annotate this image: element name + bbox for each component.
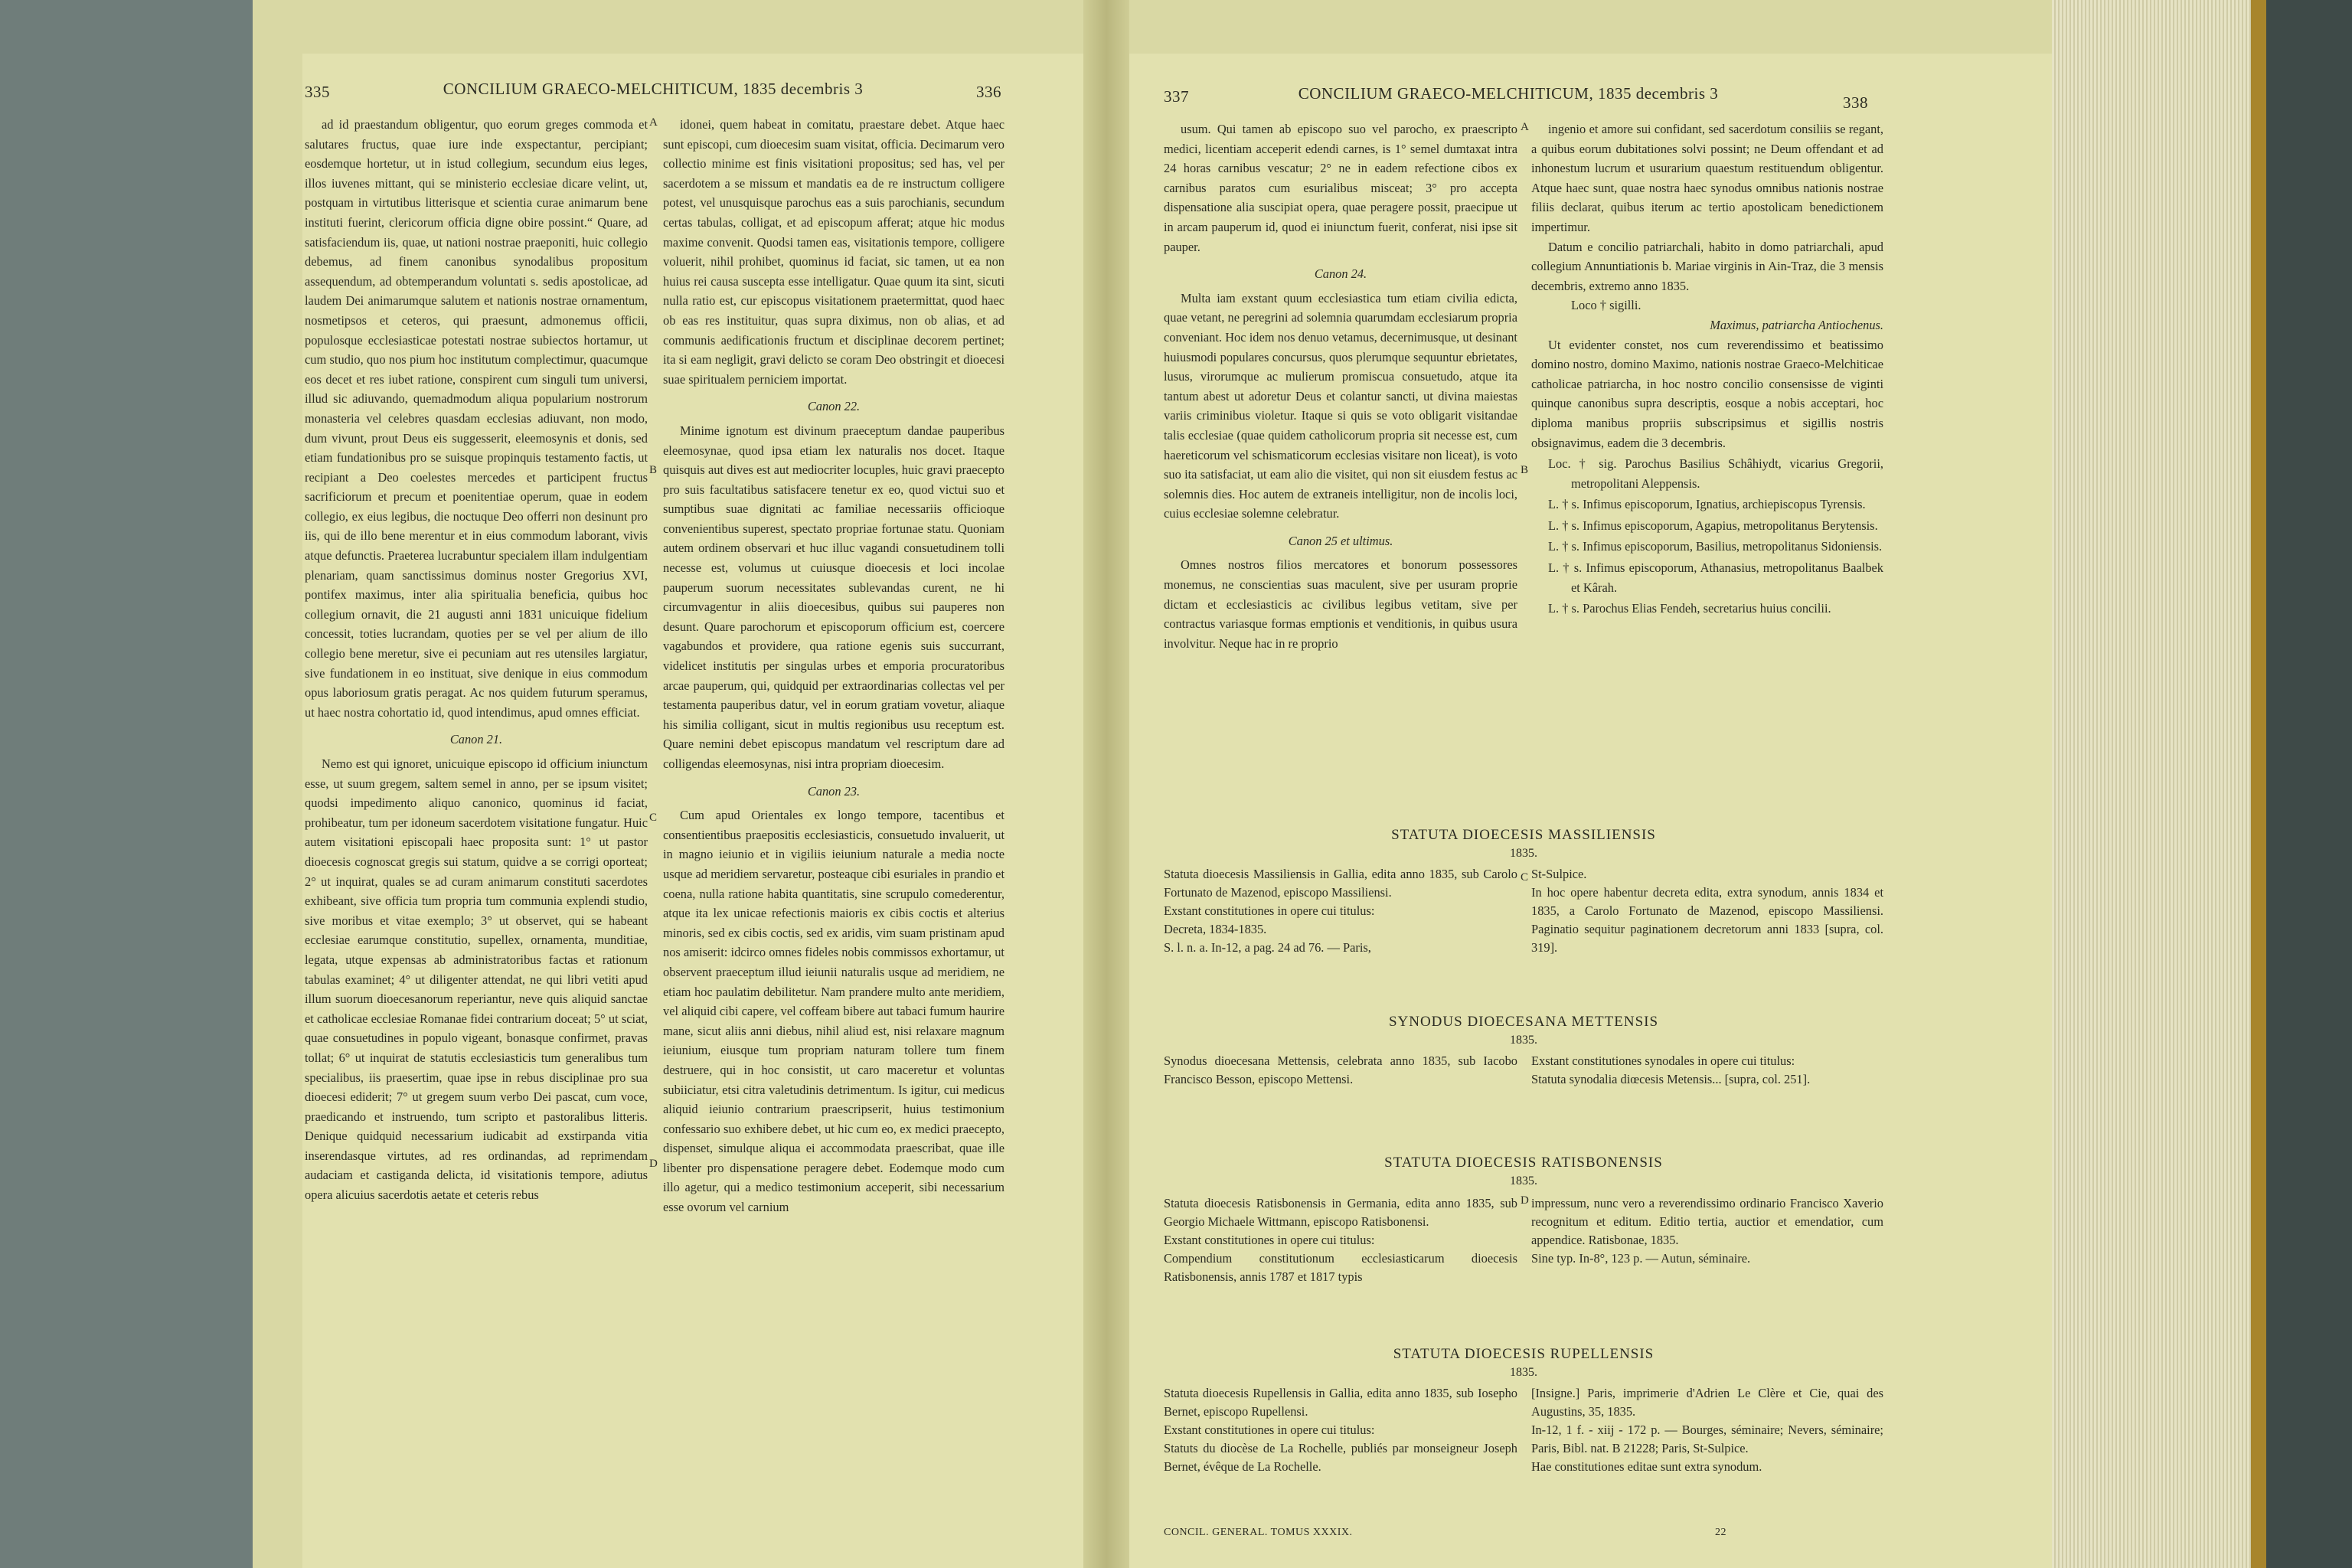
page-number-338: 338 [1843, 93, 1868, 112]
section-title-mettensis: SYNODUS DIOECESANA METTENSIS [1388, 1014, 1659, 1030]
section-ratisbonensis-right: impressum, nunc vero a reverendissimo ordinario Francisco Xaverio recognitum et editum. Editio tertia, auctior et emendatior, cum appendice. Ratisbonae, 1835. Sine typ. In-8°, 123 p. — Autun, séminaire. [1531, 1196, 1883, 1266]
canon-heading: Canon 25 et ultimus. [1288, 533, 1393, 548]
page-footer-signature: CONCIL. GENERAL. TOMUS XXXIX. [1164, 1527, 1353, 1538]
section-massiliensis-left: Statuta dioecesis Massiliensis in Gallia, edita anno 1835, sub Carolo Fortunato de Mazenod, episcopo Massiliensi. Exstant constitutiones in opere cui titulus: Decreta, 1834-1835. S. l. n. a. In-12, a pag. 24 ad 76. — Paris, [1164, 867, 1517, 955]
paragraph: Omnes nostros filios mercatores et bonorum possessores monemus, ne conscientias suas maculent, sive per usuram proprie dictam et ecclesiasticis ac civilibus legibus vetitam, sive per contractus variasque formas emptionis et venditionis, in quibus usura involvitur. Neque hac in re proprio [1164, 557, 1517, 651]
page-number-337: 337 [1164, 87, 1189, 106]
page-edges [2052, 0, 2259, 1568]
signature-line: L. † s. Parochus Elias Fendeh, secretarius huius concilii. [1548, 601, 1831, 616]
running-title: CONCILIUM GRAECO-MELCHITICUM, 1835 decembris 3 [443, 80, 864, 98]
section-massiliensis-right: St-Sulpice. In hoc opere habentur decreta edita, extra synodum, annis 1834 et 1835, a Carolo Fortunato de Mazenod, episcopo Massiliensi. Paginatio sequitur paginationem decretorum anni 1833 [supra, col. 319]. [1531, 867, 1883, 955]
left-column-1 [305, 115, 648, 1205]
paragraph: idonei, quem habeat in comitatu, praestare debet. Atque haec sunt episcopi, cum dioecesim suam visitat, officia. Decimarum vero collectio minime est finis visitationi propositus; sed has, vel per sacerdotem a se missum et mandatis ea de re instructum colligere potest, vel unusquisque parochus eas a suis parochianis, secundum certas tabulas, colligat, et ad episcopum afferat; atque hic modus maxime convenit. Quodsi tamen eas, visitationis tempore, colligere voluerit, nihil prohibet, quominus id faciat, sic tamen, ut ea non huius rei causa suscepta esse intelligatur. Quae quum ita sint, sicuti nulla ratio est, cur episcopus visitationem praetermittat, quod haec ob eas res instituitur, quas supra diximus, non ob alias, et ad communis aedificationis fructum et disciplinae decorem pertinet; ita si eam negligit, gravi delicto se coram Deo obstringit et dioecesi suae spiritualem perniciem importat. [663, 117, 1004, 387]
margin-marker-d: D [649, 1158, 658, 1170]
section-year-rupellensis: 1835. [1510, 1366, 1537, 1379]
section-year-ratisbonensis: 1835. [1510, 1174, 1537, 1187]
canon-heading: Canon 24. [1314, 266, 1367, 282]
signature-line: L. † s. Infimus episcoporum, Athanasius, metropolitanus Baalbek et Kârah. [1548, 560, 1883, 595]
margin-marker-c: C [649, 812, 658, 824]
signature-line: Loc. † sig. Parochus Basilius Schâhiydt, vicarius Gregorii, metropolitani Aleppensis. [1548, 456, 1883, 491]
background-left [0, 0, 260, 1568]
paragraph: Cum apud Orientales ex longo tempore, tacentibus et consentientibus praepositis ecclesiasticis, consuetudo invaluerit, ut in magno ieiunio et in vigiliis ieiunium naturale a media nocte usque ad meridiem servaretur, posteaque cibi esuriales in prandio et coena, nulla ratione habita quantitatis, sine scrupulo comederentur, atque ita lex unicae refectionis maioris ex cibis coctis et alterius minoris, sed ex cibis coctis, sed ex aridis, vim suam pristinam apud nos amiserit: idcirco omnes fideles nobis commissos exhortamur, ut observent praeceptum illud ieiunii naturalis usque ad meridiem, ne etiam hoc paulatim debilitetur. Nam prandere multo ante meridiem, vel aliquid cibi capere, vel coffeam bibere aut tabaci fumum haurire mane, sicut aliis anni diebus, nihil aliud est, nisi relaxare magnum ieiunium, eiusque tum propriam naturam tollere tum finem destruere, qui in hoc consistit, ut caro maceretur et voluntas subiiciatur, etsi citra valetudinis detrimentum. Is igitur, cui medicus aliquid ieiunio contrarium praescripserit, huius testimonium confessario suo exhibere debet, ut hic cum eo, ex medici praecepto, dispenset, simulque aliqua ei accommodata praescribat, quae ille libenter pro dispensatione peragere debet. Eodemque modo cum illo agetur, qui a medico testimonium acceperit, sibi necessarium esse ovorum vel carnium [663, 808, 1004, 1215]
background-right [2266, 0, 2352, 1568]
book-gutter [1083, 0, 1129, 1568]
page-number-335: 335 [305, 83, 330, 101]
paragraph: Nemo est qui ignoret, unicuique episcopo id officium iniunctum esse, ut suum gregem, saltem semel in anno, per se ipsum visitet; quodsi impedimento aliquo canonico, quominus id faciat, prohibeatur, tum per idoneum sacerdotem visitatione fungatur. Huic autem visitationi episcopali haec proposita sunt: 1° ut pastor dioecesis cognoscat gregis sui statum, quidve a se corrigi oporteat; 2° ut inquirat, quales se ad curam animarum constituti sacerdotes exhibeant, sive officia tum propria tum communia explendi studio, sive moribus et vitae exemplo; 3° ut observet, qui se habeant ecclesiae earumque constitutio, supellex, ornamenta, munditiae, legata, utque expensas ab administratoribus factas et rationum tabulas examinet; 4° ut diligenter attendat, ne qui libri vetiti apud illum suorum dioecesanorum reperiantur, neve quis aliquid sanctae et catholicae ecclesiae Romanae fidei contrarium doceat; 5° ut sciat, quae consuetudines in populo vigeant, bonasque confirmet, pravas tollat; 6° ut inquirat de statutis ecclesiasticis tum generalibus tum specialibus, iis praesertim, quae ipse in rebus disciplinae pro sua dioecesi ediderit; 7° ut gregem suum verbo Dei pascat, cum voce, praedicando et instruendo, tum scripto et pastoralibus litteris. Denique quidquid necessarium iudicabit ad exstirpanda vitia inserendasque virtutes, ad res ordinandas, ad reprimendam audaciam et castiganda delicta, id visitationis tempore, adiutus opera alicuius sacerdotis aetate et ceteris rebus [305, 756, 648, 1203]
section-mettensis-left: Synodus dioecesana Mettensis, celebrata anno 1835, sub Iacobo Francisco Besson, episcopo Mettensi. [1164, 1054, 1517, 1086]
right-running-head [1164, 81, 1868, 112]
right-margin-marker-c: C [1521, 871, 1529, 884]
section-year-mettensis: 1835. [1510, 1034, 1537, 1047]
paragraph: Minime ignotum est divinum praeceptum dandae pauperibus eleemosynae, quod ipsa etiam lex naturalis nos docet. Itaque quisquis aut dives est aut mediocriter locuples, huic gravi praecepto pro suis facultatibus satisfacere tenetur ex eo, quod victui suo et sumptibus suae dignitati ac familiae necessariis officioque convenientibus superest, spectato propriae fortunae statu. Quoniam autem ordinem observari et huc illuc vagandi consuetudinem tolli necesse est, volumus ut cuiusque dioecesis et loci incolae pauperum suorum necessitates sublevandas curent, ne hi circumvagentur in aliis dioecesibus, quibus sui pauperes non desunt. Quare parochorum et episcoporum officium est, coercere vagabundos et providere, qua ratione egenis suis succurrant, videlicet institutis per singulas urbes et emporia procuratoribus arcae pauperum, qui, quidquid per extraordinarias collectas vel per testamenta pauperibus datur, vel in eorum gratiam vovetur, aliaque his similia colligant, sicut in multis regionibus usu receptum est. Quare nemini debet episcopus mandatum vel rescriptum dare ad colligendas eleemosynas, nisi intra propriam dioecesim. [663, 423, 1004, 771]
paragraph: Loco † sigilli. [1571, 298, 1642, 313]
signature-line: L. † s. Infimus episcoporum, Ignatius, archiepiscopus Tyrensis. [1548, 497, 1866, 512]
book-cover-edge [2251, 0, 2266, 1568]
canon-heading: Canon 22. [807, 399, 861, 414]
right-margin-marker-a: A [1521, 121, 1529, 133]
left-column-2 [663, 115, 1004, 1217]
section-title-ratisbonensis: STATUTA DIOECESIS RATISBONENSIS [1384, 1155, 1663, 1171]
paragraph: Multa iam exstant quum ecclesiastica tum etiam civilia edicta, quae vetant, ne peregrini ad solemnia quarumdam ecclesiarum propria conveniant. Hoc idem nos denuo vetamus, decernimusque, ut desinant huiusmodi populares concursus, quos plerumque sequuntur ebrietates, lusus, virorumque ac mulierum promiscua consuetudo, atque ita tantum abest ut adoretur Deus et colantur sancti, ut divina maiestas variis criminibus violetur. Itaque si quis se voto obligarit visitandae talis ecclesiae (quae quidem catholicorum propria sit necesse est, cum haereticorum vel schismaticorum ecclesias visitare non liceat), is voto suo ita satisfaciat, ut eam alio die visitet, qui non sit eiusdem festus ac solemnis dies. Hoc autem de extraneis intelligitur, non de incolis loci, cuius ecclesiae solemne celebratur. [1164, 290, 1517, 521]
section-title-massiliensis: STATUTA DIOECESIS MASSILIENSIS [1391, 827, 1656, 843]
signature-line: L. † s. Infimus episcoporum, Basilius, metropolitanus Sidoniensis. [1548, 539, 1883, 554]
paragraph: ingenio et amore sui confidant, sed sacerdotum consiliis se regant, a quibus eorum dubitationes solvi possint; ne Deum offendant et ad inhonestum lucrum et usurarium quaestum restituendum obligentur. Atque haec sunt, quae nostra haec synodus omnibus nationis nostrae filiis declarat, quibus iterum ac tertio apostolicam benedictionem impertimur. [1531, 122, 1883, 234]
right-margin-marker-b: B [1521, 464, 1529, 476]
paragraph: usum. Qui tamen ab episcopo suo vel parocho, ex praescripto medici, licentiam acceperit edendi carnes, is 1° semel dumtaxat intra 24 horas carnibus vescatur; 2° ne in eadem refectione cibos ex carnibus paratos cum esurialibus misceat; 3° pro accepta dispensatione alia suscipiat opera, quae peragere possit, praecipue ut in arcam pauperum id, quod ei iniunctum fuerit, conferat, nisi ipse sit pauper. [1164, 122, 1517, 254]
right-margin-marker-d: D [1521, 1194, 1529, 1207]
section-mettensis-right: Exstant constitutiones synodales in opere cui titulus: Statuta synodalia diœcesis Metensis... [supra, col. 251]. [1531, 1054, 1811, 1086]
section-title-rupellensis: STATUTA DIOECESIS RUPELLENSIS [1393, 1346, 1655, 1362]
right-column-2 [1531, 119, 1883, 620]
section-rupellensis-right: [Insigne.] Paris, imprimerie d'Adrien Le Clère et Cie, quai des Augustins, 35, 1835. In-12, 1 f. - xiij - 172 p. — Bourges, séminaire; Nevers, séminaire; Paris, Bibl. nat. B 21228; Paris, St-Sulpice. Hae constitutiones editae sunt extra synodum. [1531, 1386, 1883, 1474]
left-running-head [305, 77, 1001, 107]
paragraph: Maximus, patriarcha Antiochenus. [1710, 317, 1883, 332]
paragraph: Datum e concilio patriarchali, habito in domo patriarchali, apud collegium Annuntiationis b. Mariae virginis in Ain-Traz, die 3 mensis decembris, extremo anno 1835. [1531, 239, 1883, 293]
page-number-336: 336 [976, 83, 1001, 101]
margin-marker-b: B [649, 464, 658, 476]
canon-heading: Canon 23. [807, 783, 861, 799]
page-footer-gathering: 22 [1715, 1527, 1726, 1538]
section-year-massiliensis: 1835. [1510, 847, 1537, 860]
margin-marker-a: A [649, 116, 658, 129]
section-rupellensis-left: Statuta dioecesis Rupellensis in Gallia, edita anno 1835, sub Iosepho Bernet, episcopo Rupellensi. Exstant constitutiones in opere cui titulus: Statuts du diocèse de La Rochelle, publiés par monseigneur Joseph Bernet, évêque de La Rochelle. [1164, 1386, 1517, 1474]
running-title-right: CONCILIUM GRAECO-MELCHITICUM, 1835 decembris 3 [1298, 84, 1719, 103]
canon-heading: Canon 21. [449, 732, 503, 747]
signature-line: L. † s. Infimus episcoporum, Agapius, metropolitanus Berytensis. [1548, 518, 1878, 533]
right-column-1 [1164, 119, 1517, 653]
section-ratisbonensis-left: Statuta dioecesis Ratisbonensis in Germania, edita anno 1835, sub Georgio Michaele Wittmann, episcopo Ratisbonensi. Exstant constitutiones in opere cui titulus: Compendium constitutionum ecclesiasticarum dioecesis Ratisbonensis, annis 1787 et 1817 typis [1164, 1196, 1517, 1284]
paragraph: ad id praestandum obligentur, quo eorum greges commoda et salutares fructus, quae iure inde exspectantur, percipiant; eosdemque hortetur, ut in istud collegium, secundum eius leges, illos iuvenes mittant, qui se ministerio ecclesiae dicare velint, ut, postquam in virtutibus litterisque et scientia curae animarum bene instituti fuerint, clericorum officia digne obire possint.“ Quare, ad satisfaciendum iis, quae, ut nationi nostrae praeponiti, huic collegio debemus, ad finem canonibus synodalibus propositum assequendum, ad obtemperandum voluntati s. sedis apostolicae, ad laudem Dei animarumque salutem et nationis nostrae ornamentum, nosmetipsos et ceteros, qui praesunt, admonemus officii, populosque ecclesiasticae potestati nostrae subiectos hortamur, ut cum studio, quo nos pium hoc institutum complectimur, quacumque eos decet et res iubet ratione, conspirent cum singuli tum universi, illud sic adiuvando, quemadmodum aliqua popularium nostrorum monasteria vel celebres quasdam ecclesias adiuvant, non modo, dum vivunt, prout Deus eis suggesserit, eleemosynis et donis, sed etiam fundationibus pro se suisque propinquis testamento factis, ut recipiant a Deo coelestes mercedes et participent fructus sacrificiorum et precum et poenitentiae operum, quae in eodem collegio, ex eius legibus, die noctuque Deo offerri non desinunt pro iis, qui de illo bene merentur et in eius commodum laborant, vivis atque defunctis. Praeterea lucrabuntur specialem illam indulgentiam plenariam, quam sanctissimus dominus noster Gregorius XVI, pontifex maximus, inter alia spiritualia beneficia, quibus hoc collegium ornavit, die 21 augusti anni 1831 unicuique fidelium concessit, toties lucrandam, quoties per se vel per alium de illo collegio bene meretur, sive ei pecuniam aut res utensiles largiatur, sive fundationem in eo instituat, sive denique in eius commodum opus laboriosum gratis peragat. Ac nos quidem futurum speramus, ut haec nostra cohortatio id, quod intendimus, apud omnes efficiat. [305, 117, 648, 720]
paragraph: Ut evidenter constet, nos cum reverendissimo et beatissimo domino nostro, domino Maximo, nationis nostrae Graeco-Melchiticae catholicae patriarcha, in hoc nostro concilio consensisse de viginti quinque canonibus supra descriptis, eosque a nobis acceptari, hoc diploma manibus propriis subscripsimus et sigillis nostris obsignavimus, eadem die 3 decembris. [1531, 337, 1883, 450]
